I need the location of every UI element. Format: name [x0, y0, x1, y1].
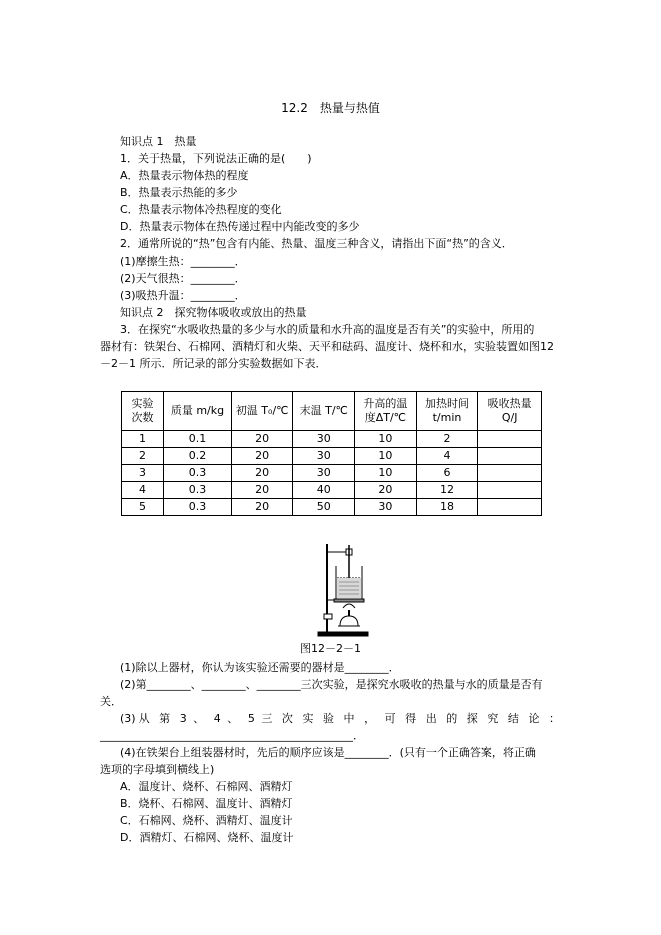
question-3-sub-4-option-d: D．酒精灯、石棉网、烧杯、温度计: [120, 831, 294, 844]
question-1-option-d: D．热量表示物体在热传递过程中内能改变的多少: [120, 220, 360, 233]
header-heating-time: 加热时间 t/min: [416, 392, 478, 431]
question-3-sub-3-line-1: (3)从 第 3 、 4 、 5 三 次 实 验 中 ， 可 得 出 的 探 究 结 论 ：: [120, 712, 560, 725]
question-1-option-b: B．热量表示热能的多少: [120, 186, 238, 199]
header-mass: 质量 m/kg: [164, 392, 232, 431]
question-3-sub-4-line-2: 选项的字母填到横线上): [100, 763, 215, 776]
question-3-sub-2-line-1: (2)第________、________、________三次实验，是探究水吸收的热量与水的质量是否有: [120, 678, 543, 691]
experiment-data-table: [121, 391, 542, 516]
section-heading-2: 知识点 2 探究物体吸收或放出的热量: [120, 306, 307, 319]
figure-caption: 图12－2－1: [300, 642, 361, 655]
page-title: 12.2 热量与热值: [281, 101, 380, 115]
question-1-option-c: C．热量表示物体冷热程度的变化: [120, 203, 282, 216]
table-row: 2 0.2 20 30 10 4: [122, 448, 542, 465]
question-1-option-a: A．热量表示物体热的程度: [120, 169, 249, 182]
question-2-item-3: (3)吸热升温：________．: [120, 289, 246, 302]
question-1-stem: 1．关于热量，下列说法正确的是( ): [120, 152, 312, 165]
question-3-sub-4-option-a: A．温度计、烧杯、石棉网、酒精灯: [120, 780, 293, 793]
header-temp-rise: 升高的温 度ΔT/℃: [355, 392, 417, 431]
table-row: 5 0.3 20 50 30 18: [122, 499, 542, 516]
header-trial-number: 实验 次数: [122, 392, 164, 431]
question-3-sub-2-line-2: 关．: [100, 695, 122, 708]
question-3-intro-line-3: －2－1 所示．所记录的部分实验数据如下表．: [100, 357, 327, 370]
table-header-row: [122, 392, 542, 431]
question-3-intro-line-2: 器材有：铁架台、石棉网、酒精灯和火柴、天平和砝码、温度计、烧杯和水，实验装置如图12: [100, 340, 554, 353]
apparatus-figure: [310, 540, 374, 640]
question-3-sub-1: (1)除以上器材，你认为该实验还需要的器材是________．: [120, 661, 400, 674]
question-3-sub-3-line-2: ______________________________________________．: [100, 729, 364, 742]
section-heading-1: 知识点 1 热量: [120, 135, 197, 148]
question-3-sub-4-line-1: (4)在铁架台上组装器材时，先后的顺序应该是________．(只有一个正确答案，将正确: [120, 746, 536, 759]
table-row: 4 0.3 20 40 20 12: [122, 482, 542, 499]
question-3-sub-4-option-c: C．石棉网、烧杯、酒精灯、温度计: [120, 814, 293, 827]
question-2-stem: 2．通常所说的“热”包含有内能、热量、温度三种含义，请指出下面“热”的含义．: [120, 237, 513, 250]
question-3-sub-4-option-b: B．烧杯、石棉网、温度计、酒精灯: [120, 797, 293, 810]
header-heat-absorbed: 吸收热量 Q/J: [478, 392, 542, 431]
header-final-temp: 末温 T/℃: [293, 392, 355, 431]
table-row: 1 0.1 20 30 10 2: [122, 431, 542, 448]
question-2-item-1: (1)摩擦生热：________．: [120, 255, 246, 268]
table-row: 3 0.3 20 30 10 6: [122, 465, 542, 482]
header-initial-temp: 初温 T₀/℃: [231, 392, 293, 431]
question-3-intro-line-1: 3．在探究“水吸收热量的多少与水的质量和水升高的温度是否有关”的实验中，所用的: [120, 323, 535, 336]
question-2-item-2: (2)天气很热：________．: [120, 272, 246, 285]
